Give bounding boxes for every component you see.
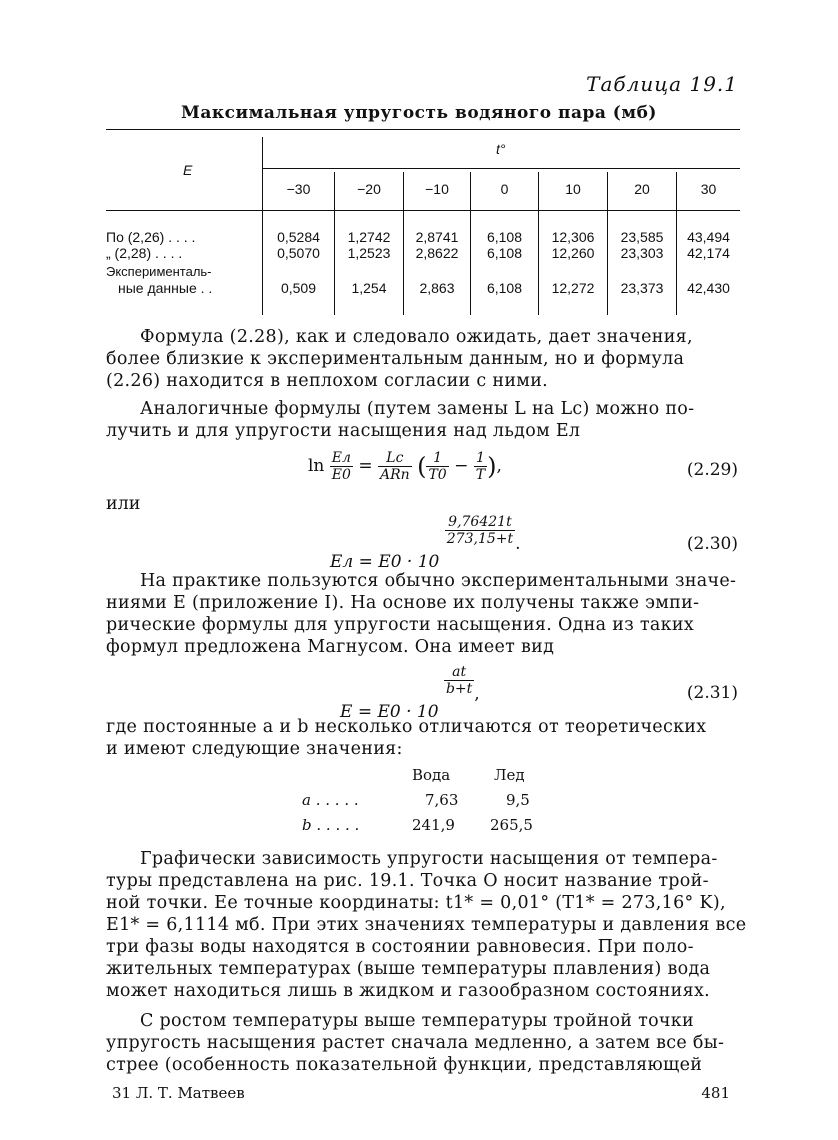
table-top-rule xyxy=(106,129,740,130)
text-line: ниями E (приложение I). На основе их получены также эмпи- xyxy=(106,593,700,613)
equation-2-29: ln $\frac{Eл}{E0}$ = $\frac{Lс}{\text{ARп}}$ ( $\frac{1}{T0}$ − $\frac{1}{T}$ ), xyxy=(308,450,502,483)
text-line: На практике пользуются обычно экспериментальными значе- xyxy=(140,571,737,591)
table-row-label: „ (2,28) . . . . xyxy=(106,245,183,261)
eq-exponent xyxy=(445,514,515,547)
text-line: Формула (2.28), как и следовало ожидать, дает значения, xyxy=(140,327,693,347)
table-cell: 23,373 xyxy=(620,280,664,296)
table-row-label: Эксперименталь- xyxy=(106,264,212,279)
equation-number: (2.31) xyxy=(686,683,738,703)
paragraph xyxy=(106,398,736,442)
text-line: три фазы воды находятся в состоянии равновесия. При поло- xyxy=(106,937,694,957)
eq-denominator: 273,15+t xyxy=(446,531,514,547)
eq-minus: − xyxy=(454,456,469,476)
equation-2-31: E = E0 · 10 $\frac{at}{b+t}$ , xyxy=(340,664,480,722)
text-line: туры представлена на рис. 19.1. Точка O носит название трой- xyxy=(106,871,709,891)
text-line: ной точки. Ее точные координаты: t1* = 0,01° (T1* = 273,16° K), xyxy=(106,893,726,913)
table-header-rule xyxy=(106,210,740,211)
const-value: 7,63 xyxy=(425,791,459,809)
table-col-header: −10 xyxy=(425,181,449,197)
eq-exponent xyxy=(444,664,474,697)
table-col-header: 30 xyxy=(700,181,717,197)
text-line: может находиться лишь в жидком и газообразном состояниях. xyxy=(106,981,710,1001)
text-line: стрее (особенность показательной функции, представляющей xyxy=(106,1055,703,1075)
eq-denominator: T0 xyxy=(428,467,447,483)
text-line: E1* = 6,1114 мб. При этих значениях температуры и давления все xyxy=(106,915,747,935)
table-cell: 23,585 xyxy=(620,229,664,245)
table-cell: 0,509 xyxy=(280,280,317,296)
text-line: более близкие к экспериментальным данным, но и формула xyxy=(106,349,685,369)
table-cell: 6,108 xyxy=(486,245,523,261)
footer-signature: 31 Л. Т. Матвеев xyxy=(112,1084,245,1102)
eq-lhs: Eл = E0 · 10 xyxy=(330,552,440,572)
table-row-label: ные данные . . xyxy=(118,280,213,296)
table-row-label: По (2,26) . . . . xyxy=(106,229,196,245)
const-row-label: a . . . . . xyxy=(302,791,359,809)
eq-fraction xyxy=(378,450,412,483)
paragraph xyxy=(106,326,736,392)
table-cell: 1,2523 xyxy=(347,245,391,261)
eq-denominator: ARп xyxy=(380,467,410,483)
table-row-header: E xyxy=(183,162,193,178)
eq-ln: ln xyxy=(308,456,325,476)
table-cell: 42,174 xyxy=(687,245,730,261)
eq-fraction xyxy=(426,450,448,483)
const-value: 265,5 xyxy=(490,816,533,834)
equation-number: (2.30) xyxy=(686,534,738,554)
paragraph xyxy=(106,1010,736,1076)
eq-numerator: 9,76421t xyxy=(445,514,515,531)
table-col-group-header: t° xyxy=(496,141,506,157)
text-line: где постоянные a и b несколько отличаются от теоретических xyxy=(106,717,707,737)
table-col-header: 0 xyxy=(500,181,509,197)
eq-numerator: Lс xyxy=(378,450,412,467)
table-col-header: −20 xyxy=(357,181,381,197)
eq-lhs: E = E0 · 10 xyxy=(340,702,439,722)
paragraph xyxy=(106,848,747,1002)
eq-denominator: b+t xyxy=(445,681,473,697)
eq-fraction xyxy=(330,450,353,483)
table-cell: 42,430 xyxy=(687,280,730,296)
const-col-header: Лед xyxy=(494,766,525,784)
equation-number: (2.29) xyxy=(686,460,738,480)
or-word: или xyxy=(106,494,141,514)
paragraph xyxy=(106,570,736,658)
equation-2-30: Eл = E0 · 10 $\frac{9,76421t}{273,15+t}$ . xyxy=(330,514,521,572)
table-cell: 1,2742 xyxy=(347,229,391,245)
eq-numerator: 1 xyxy=(474,450,487,467)
text-line: лучить и для упругости насыщения над льдом Eл xyxy=(106,421,581,441)
page-number: 481 xyxy=(701,1084,730,1102)
text-line: упругость насыщения растет сначала медленно, а затем все бы- xyxy=(106,1033,725,1053)
table-col-header: −30 xyxy=(286,181,311,197)
table-cell: 1,254 xyxy=(351,280,387,296)
eq-numerator: at xyxy=(444,664,474,681)
table-cell: 12,260 xyxy=(551,245,595,261)
table-title: Максимальная упругость водяного пара (мб) xyxy=(181,103,657,123)
table-cell: 0,5284 xyxy=(277,229,320,245)
table-cell: 23,303 xyxy=(620,245,664,261)
const-col-header: Вода xyxy=(412,766,451,784)
table-col-header: 10 xyxy=(565,181,581,197)
const-value: 241,9 xyxy=(412,816,455,834)
text-line: жительных температурах (выше температуры плавления) вода xyxy=(106,959,711,979)
const-row-label: b . . . . . xyxy=(302,816,360,834)
text-line: Аналогичные формулы (путем замены L на Lс) можно по- xyxy=(140,399,695,419)
text-line: формул предложена Магнусом. Она имеет вид xyxy=(106,637,555,657)
table-col-header: 20 xyxy=(634,181,650,197)
eq-numerator: Eл xyxy=(331,450,351,466)
table-cell: 2,863 xyxy=(419,280,455,296)
eq-denominator: E0 xyxy=(331,467,351,483)
table-subheader-rule xyxy=(262,168,740,169)
text-line: рические формулы для упругости насыщения. Одна из таких xyxy=(106,615,695,635)
table-cell: 12,272 xyxy=(551,280,595,296)
table-cell: 0,5070 xyxy=(277,245,320,261)
text-line: С ростом температуры выше температуры тройной точки xyxy=(140,1011,695,1031)
table-cell: 2,8741 xyxy=(415,229,459,245)
table-cell: 12,306 xyxy=(551,229,595,245)
table-cell: 6,108 xyxy=(486,280,523,296)
paragraph xyxy=(106,716,736,760)
table-label: Таблица 19.1 xyxy=(586,72,738,96)
table-cell: 43,494 xyxy=(687,229,730,245)
eq-denominator: T xyxy=(475,467,486,483)
text-line: Графически зависимость упругости насыщения от темпера- xyxy=(140,849,718,869)
eq-equals: = xyxy=(358,456,373,476)
table-cell: 2,8622 xyxy=(415,245,459,261)
text-line: и имеют следующие значения: xyxy=(106,739,403,759)
eq-fraction xyxy=(474,450,487,483)
eq-numerator: 1 xyxy=(426,450,448,467)
table-cell: 6,108 xyxy=(486,229,523,245)
const-value: 9,5 xyxy=(506,791,530,809)
text-line: (2.26) находится в неплохом согласии с ними. xyxy=(106,371,549,391)
